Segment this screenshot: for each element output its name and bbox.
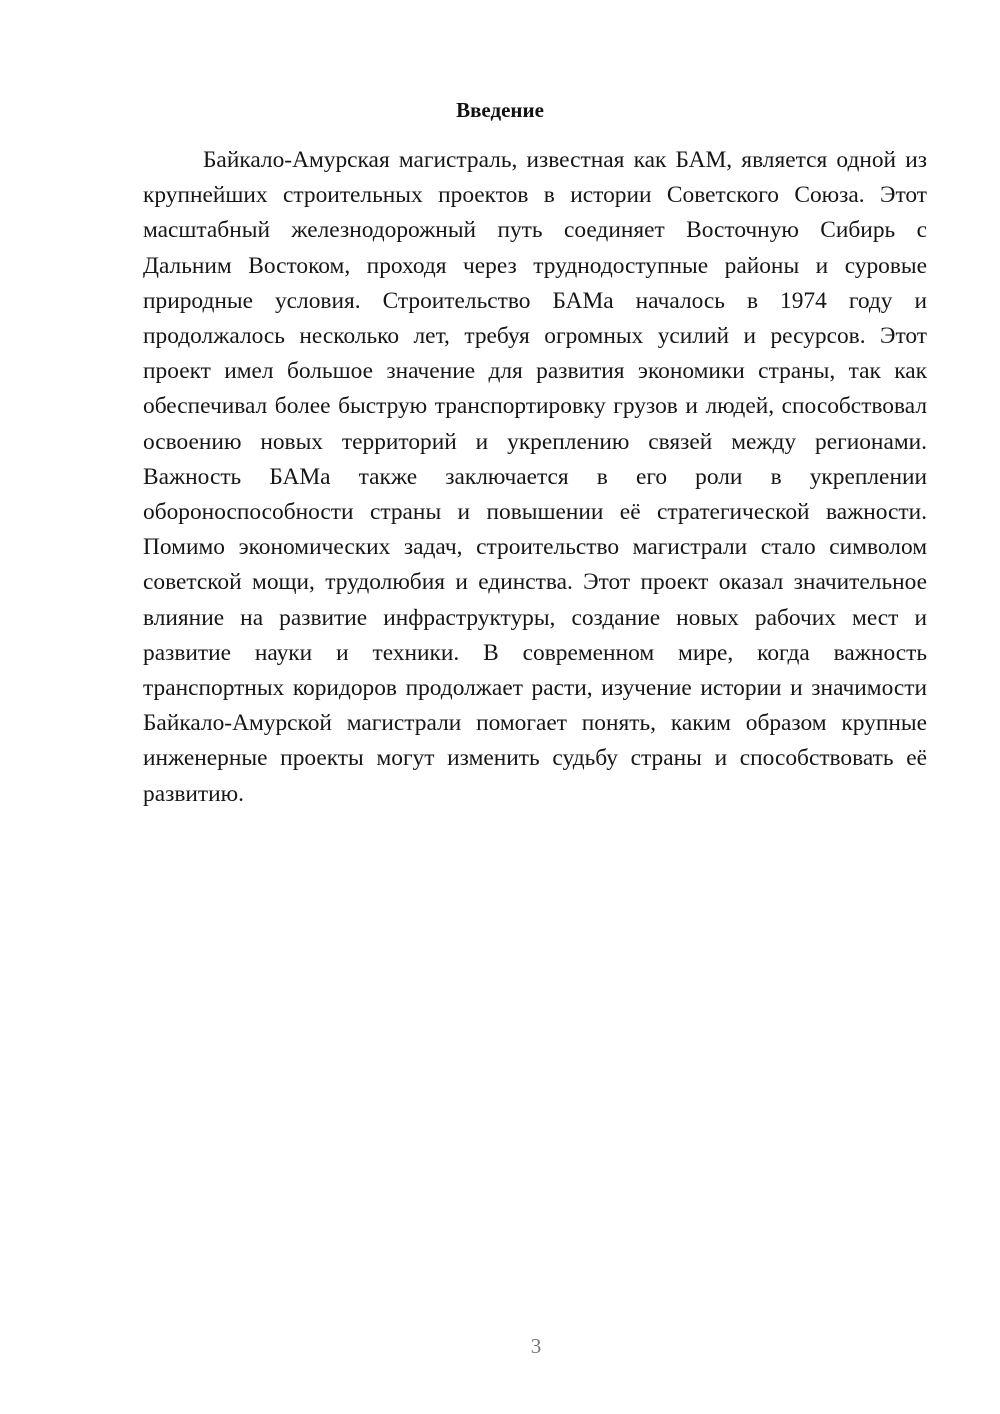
page-number: 3 bbox=[530, 1334, 542, 1358]
body-paragraph: Байкало-Амурская магистраль, известная как БАМ, является одной из крупнейших строительных проектов в истории Советского Союза. Этот масштабный железнодорожный путь соединяет Восточную Сибирь с Дальним Востоком, проходя через труднодоступные районы и суровые природные условия. Строительство БАМа началось в 1974 году и продолжалось несколько лет, требуя огромных усилий и ресурсов. Этот проект имел большое значение для развития экономики страны, так как обеспечивал более быструю транспортировку грузов и людей, способствовал освоению новых территорий и укреплению связей между регионами. Важность БАМа также заключается в его роли в укреплении обороноспособности страны и повышении её стратегической важности. Помимо экономических задач, строительство магистрали стало символом советской мощи, трудолюбия и единства. Этот проект оказал значительное влияние на развитие инфраструктуры, создание новых рабочих мест и развитие науки и техники. В современном мире, когда важность транспортных коридоров продолжает расти, изучение истории и значимости Байкало-Амурской магистрали помогает понять, каким образом крупные инженерные проекты могут изменить судьбу страны и способствовать её развитию. bbox=[143, 147, 927, 807]
section-heading: Введение bbox=[456, 98, 544, 122]
